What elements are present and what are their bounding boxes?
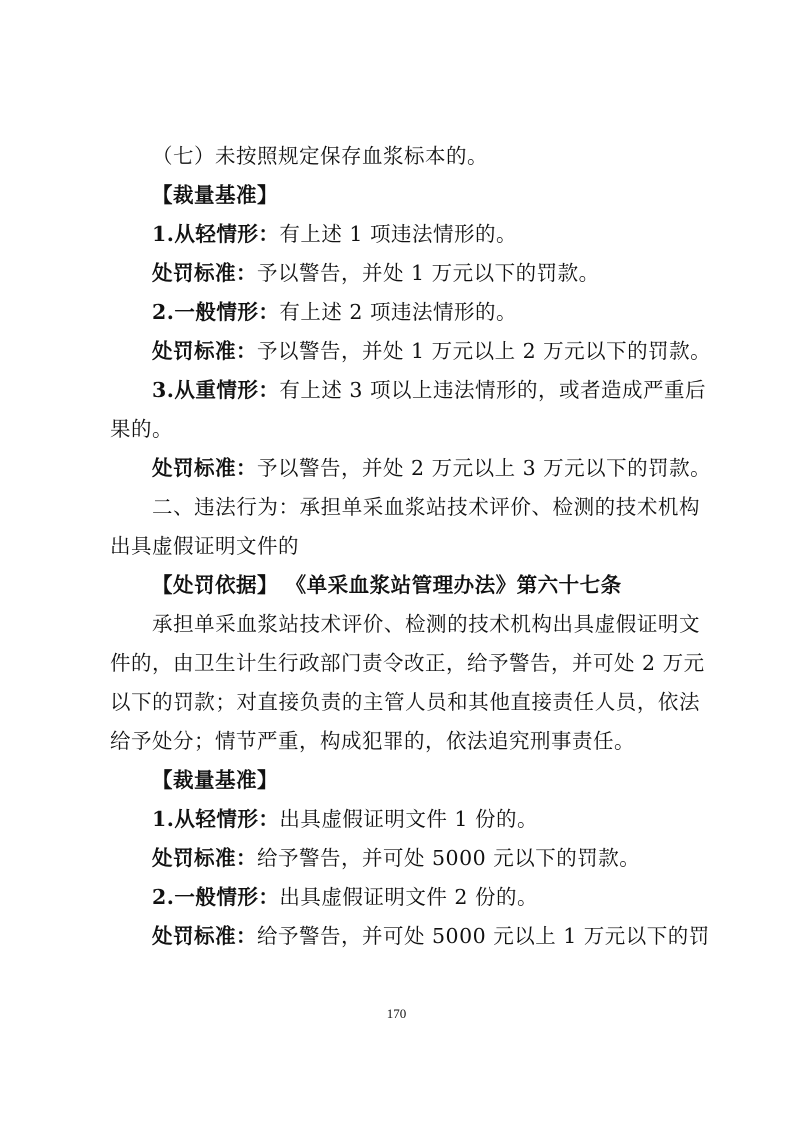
section-heading-discretion: 【裁量基准】 bbox=[152, 768, 278, 792]
basis-paragraph: 承担单采血浆站技术评价、检测的技术机构出具虚假证明文 bbox=[152, 612, 700, 636]
page-number: 170 bbox=[386, 1006, 407, 1021]
general-case: 2.一般情形：有上述 2 项违法情形的。 bbox=[152, 300, 517, 324]
violation-heading: 二、违法行为：承担单采血浆站技术评价、检测的技术机构 bbox=[152, 495, 700, 519]
basis-paragraph: 以下的罚款；对直接负责的主管人员和其他直接责任人员，依法 bbox=[110, 690, 700, 714]
general-case: 2.一般情形：出具虚假证明文件 2 份的。 bbox=[152, 885, 538, 909]
severe-case: 3.从重情形：有上述 3 项以上违法情形的，或者造成严重后 bbox=[152, 378, 706, 402]
mild-case: 1.从轻情形：出具虚假证明文件 1 份的。 bbox=[152, 807, 538, 831]
basis-paragraph: 给予处分；情节严重，构成犯罪的，依法追究刑事责任。 bbox=[110, 729, 635, 753]
penalty-standard: 处罚标准：予以警告，并处 1 万元以上 2 万元以下的罚款。 bbox=[152, 339, 712, 363]
severe-case-continued: 果的。 bbox=[110, 417, 173, 441]
item-seven: （七）未按照规定保存血浆标本的。 bbox=[152, 144, 488, 168]
penalty-standard: 处罚标准：给予警告，并可处 5000 元以下的罚款。 bbox=[152, 846, 641, 870]
penalty-standard: 处罚标准：予以警告，并处 2 万元以上 3 万元以下的罚款。 bbox=[152, 456, 712, 480]
mild-case: 1.从轻情形：有上述 1 项违法情形的。 bbox=[152, 222, 517, 246]
section-heading-discretion: 【裁量基准】 bbox=[152, 183, 278, 207]
basis-paragraph: 件的，由卫生计生行政部门责令改正，给予警告，并可处 2 万元 bbox=[110, 651, 705, 675]
penalty-standard: 处罚标准：予以警告，并处 1 万元以下的罚款。 bbox=[152, 261, 600, 285]
violation-heading-continued: 出具虚假证明文件的 bbox=[110, 534, 299, 558]
penalty-basis-heading: 【处罚依据】 《单采血浆站管理办法》第六十七条 bbox=[152, 573, 622, 597]
penalty-standard: 处罚标准：给予警告，并可处 5000 元以上 1 万元以下的罚 bbox=[152, 924, 710, 948]
